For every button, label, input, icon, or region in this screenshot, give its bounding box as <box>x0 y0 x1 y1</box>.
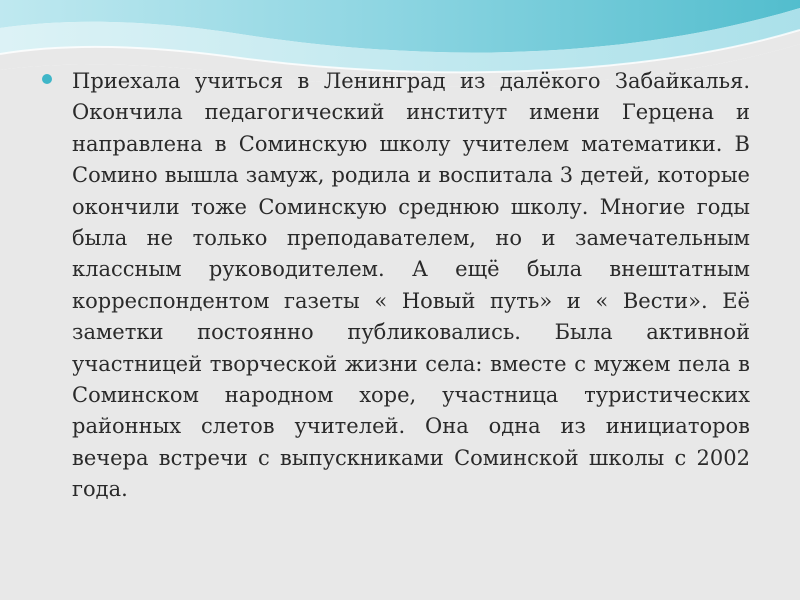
bullet-item <box>42 66 750 506</box>
paragraph-text: Приехала учиться в Ленинград из далёкого Забайкалья. Окончила педагогический институт имени Герцена и направлена в Соминскую школу учителем математики. В Сомино вышла замуж, родила и воспитала 3 детей, которые окончили тоже Соминскую среднюю школу. Многие годы была не только преподавателем, но и замечательным классным руководителем. А ещё была внештатным корреспондентом газеты « Новый путь» и « Вести». Её заметки постоянно публиковались. Была активной участницей творческой жизни села: вместе с мужем пела в Соминском народном хоре, участница туристических районных слетов учителей. Она одна из инициаторов вечера встречи с выпускниками Соминской школы с 2002 года. <box>72 69 750 502</box>
slide-body <box>42 66 750 506</box>
bullet-dot-icon <box>42 74 52 84</box>
